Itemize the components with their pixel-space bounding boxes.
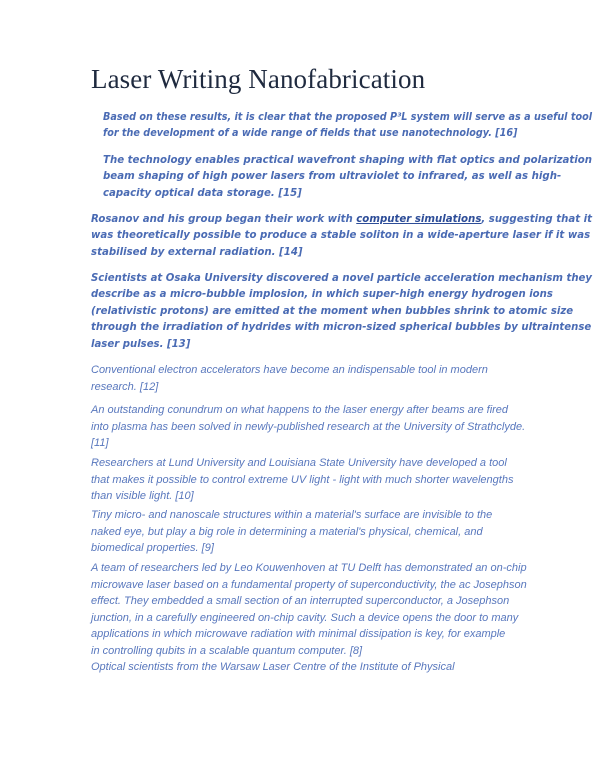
paragraph-line: The technology enables practical wavefront shaping with flat optics and polarization [103, 154, 593, 166]
paragraph-line: An outstanding conundrum on what happens to the laser energy after beams are fired [91, 404, 509, 416]
paragraph-warsaw [91, 659, 455, 676]
paragraph-line: naked eye, but play a big role in determining a material's physical, chemical, and [91, 525, 483, 538]
paragraph-line: was theoretically possible to produce a stable soliton in a wide-aperture laser if it was [91, 229, 591, 242]
paragraph-line: capacity optical data storage. [15] [103, 186, 302, 199]
paragraph-text: Rosanov and his group began their work with [91, 213, 357, 225]
paragraph-line: for the development of a wide range of fields that use nanotechnology. [16] [103, 127, 518, 140]
paragraph-line: laser pulses. [13] [91, 337, 191, 350]
paragraph-line: Conventional electron accelerators have become an indispensable tool in modern [91, 364, 488, 376]
paragraph-line: into plasma has been solved in newly-published research at the University of Strathclyde. [91, 420, 526, 433]
paragraph-8 [91, 560, 527, 660]
paragraph-14 [91, 211, 597, 260]
paragraph-line: Researchers at Lund University and Louisiana State University have developed a tool [91, 457, 507, 469]
paragraph-line: applications in which microwave radiation with minimal dissipation is key, for example [91, 628, 506, 641]
paragraph-9 [91, 507, 492, 557]
paragraph-16 [103, 109, 600, 142]
paragraph-line: microwave laser based on a fundamental property of superconductivity, the ac Josephson [91, 578, 527, 591]
paragraph-line: junction, in a carefully engineered on-chip cavity. Such a device opens the door to many [91, 611, 519, 624]
paragraph-text: , suggesting that it [481, 213, 593, 225]
paragraph-10 [91, 455, 513, 505]
paragraph-line [91, 211, 592, 227]
paragraph-line: Optical scientists from the Warsaw Laser Centre of the Institute of Physical [91, 661, 455, 673]
paragraph-15 [103, 152, 597, 201]
paragraph-line: [11] [91, 437, 109, 450]
paragraph-line: describe as a micro-bubble implosion, in which super-high energy hydrogen ions [91, 288, 553, 301]
paragraph-line: in controlling qubits in a scalable quantum computer. [8] [91, 644, 363, 657]
paragraph-line: Scientists at Osaka University discovered a novel particle acceleration mechanism they [91, 272, 593, 284]
document-title: Laser Writing Nanofabrication [91, 64, 426, 94]
paragraph-line: through the irradiation of hydrides with micron-sized spherical bubbles by ultraintense [91, 321, 592, 334]
paragraph-12 [91, 362, 488, 395]
paragraph-line: (relativistic protons) are emitted at the moment when bubbles shrink to atomic size [91, 304, 574, 317]
paragraph-line: A team of researchers led by Leo Kouwenhoven at TU Delft has demonstrated an on-chip [91, 562, 527, 574]
computer-simulations-link[interactable]: computer simulations [356, 213, 482, 225]
paragraph-line: biomedical properties. [9] [91, 542, 214, 555]
paragraph-line: effect. They embedded a small section of an interrupted superconductor, a Josephson [91, 595, 510, 608]
paragraph-line: beam shaping of high power lasers from ultraviolet to infrared, as well as high- [103, 170, 562, 183]
paragraph-line: Tiny micro- and nanoscale structures within a material's surface are invisible to the [91, 509, 493, 521]
paragraph-11 [91, 402, 525, 452]
paragraph-line: stabilised by external radiation. [14] [91, 245, 303, 258]
paragraph-line: that makes it possible to control extreme UV light - light with much shorter wavelengths [91, 473, 514, 486]
paragraph-13 [91, 270, 600, 352]
paragraph-line: Based on these results, it is clear that the proposed P³L system will serve as a useful tool [103, 111, 593, 123]
paragraph-line: than visible light. [10] [91, 490, 194, 503]
paragraph-line: research. [12] [91, 380, 159, 393]
